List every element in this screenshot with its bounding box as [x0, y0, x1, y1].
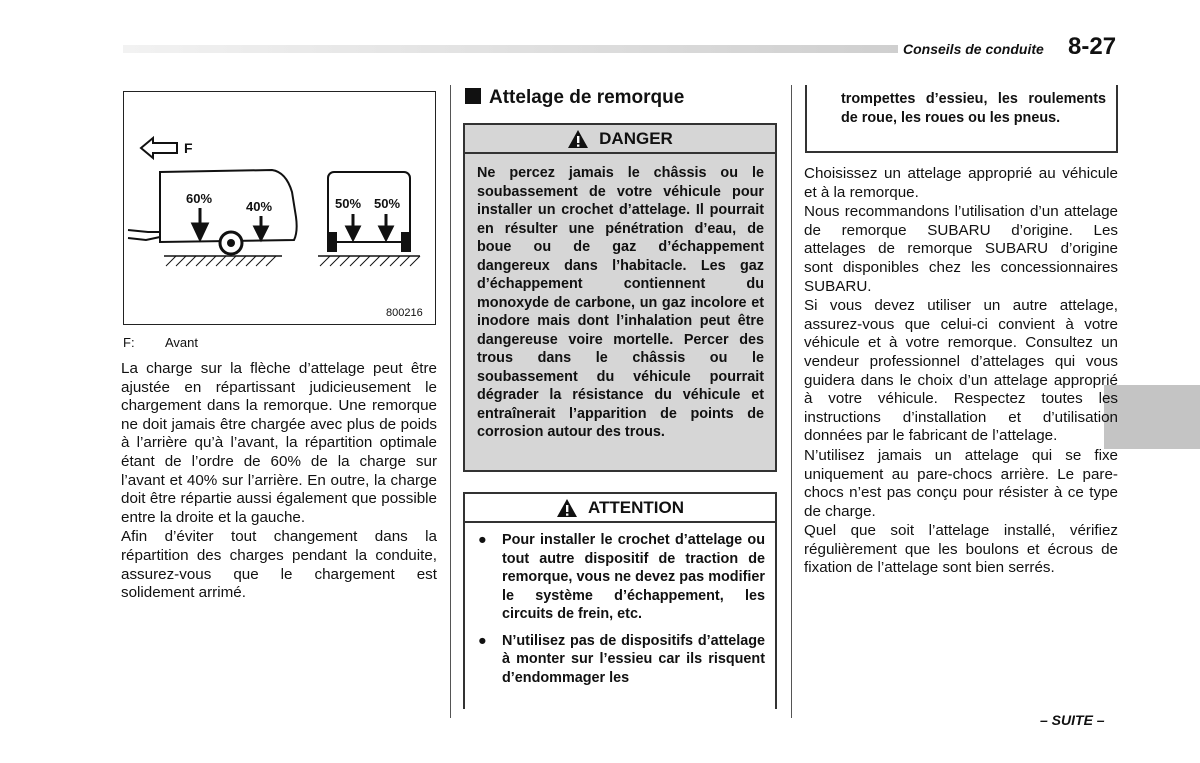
paragraph: La charge sur la flèche d’attelage peut être ajustée en répartissant judicieusement le chargement dans la remorque. Une remorque ne doit jamais être chargée avec plus de poids à l’arrière qu’à l’avant, la répartition optimale étant de l’ordre de 60% de la charge sur l’avant et 40% sur l’arrière. En outre, la charge doit être répartie aussi également que possible entre la droite et la gauche.	[121, 360, 437, 526]
ground-hatch-rear	[320, 256, 420, 266]
list-item-text: Pour installer le crochet d’attelage ou tout autre dispositif de traction de remorque, vous ne devez pas modifier le système d’échappement, les circuits de frein, etc.	[502, 532, 765, 622]
column-1-text	[121, 360, 437, 604]
warning-triangle-icon	[567, 129, 589, 149]
rear-wheel-left	[327, 232, 337, 252]
tow-bar	[128, 230, 160, 240]
continued-marker: – SUITE –	[1040, 712, 1105, 728]
direction-arrow-icon	[141, 138, 177, 158]
trailer-load-diagram	[124, 92, 437, 326]
load-arrow-left	[347, 214, 359, 239]
bullet-icon: ●	[478, 632, 487, 649]
column-3-text	[804, 165, 1118, 579]
caption-key: F:	[123, 335, 135, 350]
chapter-tab-marker	[1104, 385, 1200, 449]
load-arrow-front	[193, 208, 207, 239]
attention-list	[463, 523, 777, 709]
warning-triangle-icon	[556, 498, 578, 518]
section-square-icon	[465, 88, 481, 104]
paragraph: Choisissez un attelage approprié au véhicule et à la remorque.	[804, 165, 1118, 201]
load-percent-front: 60%	[186, 191, 213, 206]
arrow-label: F	[184, 140, 193, 156]
load-percent-rear: 40%	[246, 199, 273, 214]
list-item	[475, 632, 765, 688]
caption-value: Avant	[165, 335, 199, 350]
paragraph: Si vous devez utiliser un autre attelage, assurez-vous que celui-ci convient à votre véhicule et à votre remorque. Consultez un vendeur professionnel d’attelages qui vous guidera dans le choix d’un attelage approprié à votre véhicule. Respectez toutes les instructions d’installation et d’utilisation données par le fabricant de l’attelage.	[804, 297, 1118, 445]
column-divider-left	[450, 85, 451, 718]
column-divider-right	[791, 85, 792, 718]
load-percent-left: 50%	[335, 196, 362, 211]
section-title	[465, 87, 684, 109]
ground-hatch-side	[166, 256, 276, 266]
rear-wheel-right	[401, 232, 411, 252]
paragraph: Afin d’éviter tout changement dans la répartition des charges pendant la conduite, assurez-vous que le chargement est solidement arrimé.	[121, 528, 437, 602]
attention-header	[463, 492, 777, 523]
load-percent-right: 50%	[374, 196, 401, 211]
attention-label: ATTENTION	[587, 497, 684, 517]
figure-code: 800216	[386, 307, 423, 319]
header-rule	[123, 45, 898, 53]
section-title-text: Attelage de remorque	[489, 87, 685, 108]
paragraph: Quel que soit l’attelage installé, vérifiez régulièrement que les boulons et écrous de fixation de l’attelage sont bien serrés.	[804, 522, 1118, 577]
trailer-load-figure	[123, 91, 436, 325]
danger-text: Ne percez jamais le châssis ou le soubassement de votre véhicule pour installer un crochet d’attelage. Il pourrait en résulter une pénétration d’eau, de boue ou de gaz d’échappement dangereux dans l’habitacle. Les gaz d’échappement contiennent du monoxyde de carbone, un gaz incolore et inodore mais dont l’inhalation peut être dangereuse voire mortelle. Percer des trous dans le châssis ou le soubassement du véhicule pourrait dégrader la résistance du véhicule et entraînerait l’apparition de points de corrosion autour des trous.	[463, 154, 777, 472]
list-item-text: N’utilisez pas de dispositifs d’attelage à monter sur l’essieu car ils risquent d’endommager les	[502, 632, 765, 686]
bullet-icon: ●	[478, 532, 487, 548]
continued-attention-box: trompettes d’essieu, les roulements de roue, les roues ou les pneus.	[805, 85, 1118, 153]
danger-label: DANGER	[599, 128, 673, 148]
section-name: Conseils de conduite	[903, 41, 1044, 57]
figure-caption	[123, 335, 198, 350]
paragraph: N’utilisez jamais un attelage qui se fixe uniquement au pare-chocs arrière. Le pare-chocs n’est pas conçu pour résister à ce type de charge.	[804, 446, 1118, 520]
danger-header	[463, 123, 777, 154]
load-arrow-rear	[255, 216, 267, 239]
page-number: 8-27	[1068, 33, 1117, 60]
paragraph: Nous recommandons l’utilisation d’un attelage de remorque SUBARU d’origine. Les attelages de remorque SUBARU d’origine sont disponibles chez les concessionnaires SUBARU.	[804, 203, 1118, 295]
load-arrow-right	[380, 214, 392, 239]
list-item	[475, 531, 765, 624]
